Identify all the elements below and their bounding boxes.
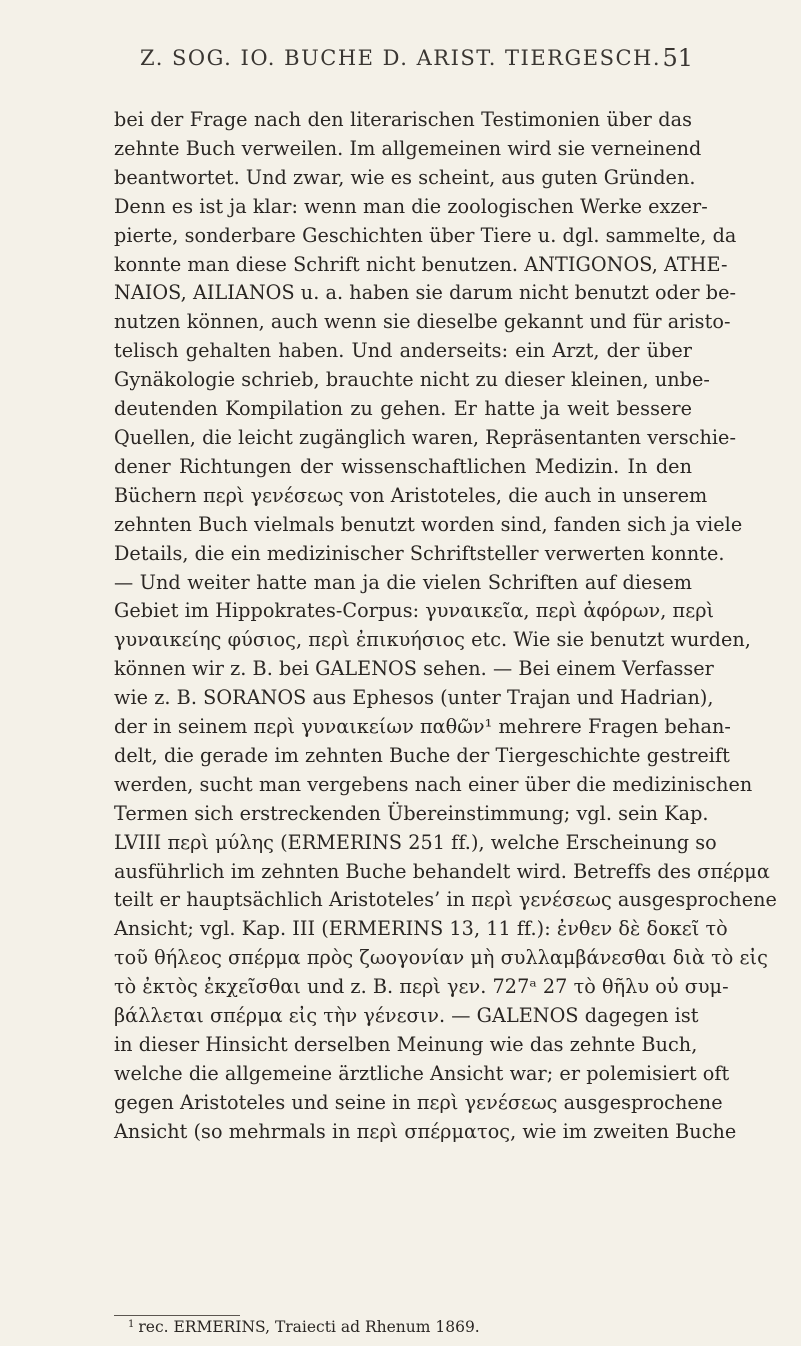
text-line: Büchern περὶ γενέσεως von Aristoteles, die auch in unserem bbox=[114, 483, 708, 507]
text-line: delt, die gerade im zehnten Buche der Tiergeschichte gestreift bbox=[114, 743, 730, 767]
footnote bbox=[128, 1318, 480, 1336]
text-line: bei der Frage nach den literarischen Testimonien über das bbox=[114, 108, 692, 131]
footnote-rule bbox=[114, 1315, 240, 1316]
text-line: — Und weiter hatte man ja die vielen Schriften auf diesem bbox=[114, 570, 692, 594]
text-line: γυναικείης φύσιος, περὶ ἐπικυήσιος etc. Wie sie benutzt wurden, bbox=[114, 628, 751, 652]
text-line: in dieser Hinsicht derselben Meinung wie das zehnte Buch, bbox=[114, 1033, 698, 1056]
text-line: konnte man diese Schrift nicht benutzen. ANTIGONOS, ATHE- bbox=[114, 252, 728, 276]
text-line: Denn es ist ja klar: wenn man die zoologischen Werke exzer- bbox=[114, 194, 708, 218]
text-line: Ansicht; vgl. Kap. III (ERMERINS 13, 11 ff.): ἐνθεν δὲ δοκεῖ τὸ bbox=[114, 917, 728, 941]
text-line: βάλλεται σπέρμα εἰς τὴν γένεσιν. — GALENOS dagegen ist bbox=[114, 1004, 699, 1028]
text-line: gegen Aristoteles und seine in περὶ γενέσεως ausgesprochene bbox=[114, 1090, 723, 1114]
footnote-marker: 1 bbox=[128, 1319, 135, 1330]
text-line: Quellen, die leicht zugänglich waren, Repräsentanten verschie- bbox=[114, 425, 736, 449]
text-line: teilt er hauptsächlich Aristoteles’ in περὶ γενέσεως ausgesprochene bbox=[114, 888, 777, 912]
text-line: welche die allgemeine ärztliche Ansicht war; er polemisiert oft bbox=[114, 1061, 730, 1085]
body-text bbox=[114, 106, 777, 1147]
page-number: 51 bbox=[662, 44, 693, 72]
text-line: wie z. B. SORANOS aus Ephesos (unter Trajan und Hadrian), bbox=[114, 686, 714, 710]
text-line: deutenden Kompilation zu gehen. Er hatte ja weit bessere bbox=[114, 397, 692, 421]
text-line: zehnten Buch vielmals benutzt worden sind, fanden sich ja viele bbox=[114, 512, 743, 536]
page-header bbox=[0, 44, 801, 74]
text-line: Gynäkologie schrieb, brauchte nicht zu dieser kleinen, unbe- bbox=[114, 368, 710, 392]
text-line: beantwortet. Und zwar, wie es scheint, aus guten Gründen. bbox=[114, 165, 696, 189]
text-line: werden, sucht man vergebens nach einer über die medizinischen bbox=[114, 772, 753, 796]
text-line: zehnte Buch verweilen. Im allgemeinen wird sie verneinend bbox=[114, 136, 702, 160]
text-line: telisch gehalten haben. Und anderseits: ein Arzt, der über bbox=[114, 339, 692, 363]
text-line: Details, die ein medizinischer Schriftsteller verwerten konnte. bbox=[114, 541, 725, 565]
text-line: können wir z. B. bei GALENOS sehen. — Bei einem Verfasser bbox=[114, 657, 714, 681]
text-line: nutzen können, auch wenn sie dieselbe gekannt und für aristo- bbox=[114, 310, 731, 334]
running-head: Z. SOG. IO. BUCHE D. ARIST. TIERGESCH. bbox=[139, 46, 662, 70]
text-line: Termen sich erstreckenden Übereinstimmung; vgl. sein Kap. bbox=[114, 801, 709, 825]
footnote-text: rec. ERMERINS, Traiecti ad Rhenum 1869. bbox=[138, 1318, 480, 1336]
text-line: τοῦ θήλεος σπέρμα πρὸς ζωογονίαν μὴ συλλαμβάνεσθαι διὰ τὸ εἰς bbox=[114, 946, 768, 970]
text-line: dener Richtungen der wissenschaftlichen Medizin. In den bbox=[114, 454, 692, 478]
text-line: Gebiet im Hippokrates-Corpus: γυναικεῖα, περὶ ἀφόρων, περὶ bbox=[114, 599, 715, 623]
text-line: der in seinem περὶ γυναικείων παθῶν¹ mehrere Fragen behan- bbox=[114, 715, 731, 739]
text-line: NAIOS, AILIANOS u. a. haben sie darum nicht benutzt oder be- bbox=[114, 281, 737, 305]
text-line: τὸ ἐκτὸς ἐκχεῖσθαι und z. B. περὶ γεν. 727ᵃ 27 τὸ θῆλυ οὐ συμ- bbox=[114, 975, 729, 999]
text-line: pierte, sonderbare Geschichten über Tiere u. dgl. sammelte, da bbox=[114, 223, 737, 247]
text-line: Ansicht (so mehrmals in περὶ σπέρματος, wie im zweiten Buche bbox=[114, 1119, 737, 1143]
text-line: ausführlich im zehnten Buche behandelt wird. Betreffs des σπέρμα bbox=[114, 859, 770, 883]
text-line: LVIII περὶ μύλης (ERMERINS 251 ff.), welche Erscheinung so bbox=[114, 830, 717, 854]
